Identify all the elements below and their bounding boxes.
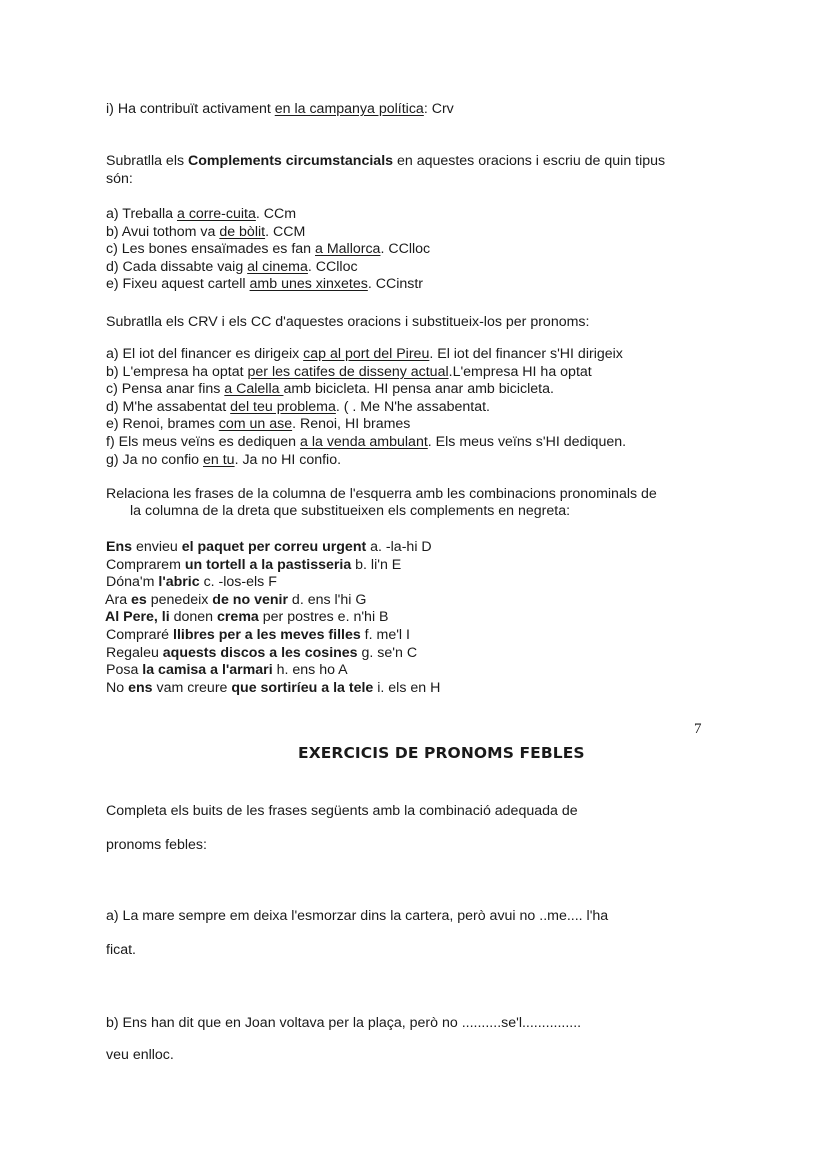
item-text: . CCinstr xyxy=(367,276,424,293)
underlined-complement: amb unes xinxetes xyxy=(249,276,368,293)
exercise-item xyxy=(106,434,626,451)
item-text: envieu xyxy=(132,539,182,555)
item-text: Dóna'm xyxy=(106,574,159,591)
item-text: . CClloc xyxy=(380,241,431,258)
line-text: i) Ha contribuït activament xyxy=(106,101,275,117)
exercise-item xyxy=(106,399,490,416)
underlined-complement: del teu problema xyxy=(230,398,336,415)
relaciona-item xyxy=(106,627,410,644)
item-text: penedeix xyxy=(146,591,213,608)
item-text: a) El iot del financer es dirigeix xyxy=(106,346,304,362)
exercise-item xyxy=(106,416,410,433)
item-text: a. -la-hi D xyxy=(366,539,432,555)
item-text: g. se'n C xyxy=(357,644,418,661)
item-text: per postres e. n'hi B xyxy=(258,609,389,626)
exercise-item xyxy=(106,259,358,276)
item-text: h. ens ho A xyxy=(272,662,348,679)
relaciona-item xyxy=(105,609,389,626)
bold-complement: un tortell a la pastisseria xyxy=(184,556,352,573)
cc-instruction-line2: són: xyxy=(106,171,133,187)
underlined-complement: al cinema xyxy=(247,258,308,275)
underlined-complement: en la campanya política xyxy=(274,101,424,117)
cc-instruction xyxy=(106,153,665,170)
bold-complement: Al Pere, li xyxy=(105,609,170,626)
page-number: 7 xyxy=(694,721,702,737)
item-text: .L'empresa HI ha optat xyxy=(448,363,592,380)
item-text: g) Ja no confio xyxy=(106,451,204,468)
instruction-text: en aquestes oracions i escriu de quin tipus xyxy=(393,153,666,169)
underlined-complement: cap al port del Pireu xyxy=(303,346,430,362)
item-text: donen xyxy=(169,609,218,626)
underlined-complement: en tu xyxy=(203,451,235,468)
relaciona-instruction-line2: la columna de la dreta que substitueixen els complements en negreta: xyxy=(130,503,571,519)
item-text: b. li'n E xyxy=(351,556,402,573)
exercise-item xyxy=(106,276,423,293)
exercise-item xyxy=(106,346,623,363)
instruction-bold: Complements circumstancials xyxy=(188,153,394,169)
item-text: e) Fixeu aquest cartell xyxy=(106,276,250,293)
section-heading: EXERCICIS DE PRONOMS FEBLES xyxy=(298,744,585,762)
underlined-complement: per les catifes de disseny actual xyxy=(247,363,449,380)
bold-complement: es xyxy=(131,591,147,608)
item-text: Regaleu xyxy=(106,644,163,661)
item-text: d) M'he assabentat xyxy=(106,398,231,415)
item-text: e) Renoi, brames xyxy=(106,416,219,433)
completa-instruction-line2: pronoms febles: xyxy=(106,837,207,853)
underlined-complement: a corre-cuita xyxy=(176,206,256,222)
item-text: b) Avui tothom va xyxy=(106,223,220,240)
exercise-b-line2: veu enlloc. xyxy=(106,1047,174,1063)
bold-complement: que sortiríeu a la tele xyxy=(231,679,374,696)
underlined-complement: com un ase xyxy=(218,416,293,433)
item-text: . CCm xyxy=(255,206,297,222)
relaciona-item xyxy=(106,557,401,574)
item-text: No xyxy=(106,679,129,696)
item-text: . El iot del financer s'HI dirigeix xyxy=(429,346,623,362)
underlined-complement: a la venda ambulant xyxy=(300,434,428,450)
relaciona-item xyxy=(106,574,277,591)
relaciona-item xyxy=(106,680,440,697)
exercise-line-i xyxy=(106,101,454,118)
item-text: c) Pensa anar fins xyxy=(106,381,225,398)
relaciona-item xyxy=(105,592,366,609)
bold-complement: ens xyxy=(128,679,153,696)
item-text: f. me'l I xyxy=(360,627,410,643)
item-text: c) Les bones ensaïmades es fan xyxy=(106,241,315,258)
item-text: vam creure xyxy=(152,679,232,696)
bold-complement: aquests discos a les cosines xyxy=(162,644,358,661)
exercise-a-line1: a) La mare sempre em deixa l'esmorzar dins la cartera, però avui no ..me.... l'ha xyxy=(106,908,609,924)
exercise-item xyxy=(106,224,305,241)
underlined-complement: a Mallorca xyxy=(315,241,381,258)
item-text: c. -los-els F xyxy=(199,574,277,591)
exercise-item xyxy=(106,452,341,469)
item-text: d) Cada dissabte vaig xyxy=(106,258,248,275)
exercise-item xyxy=(106,381,554,398)
item-text: . Ja no HI confio. xyxy=(234,451,342,468)
bold-complement: el paquet per correu urgent xyxy=(181,539,367,555)
item-text: a) Treballa xyxy=(106,206,177,222)
bold-complement: crema xyxy=(217,609,259,626)
item-text: f) Els meus veïns es dediquen xyxy=(106,434,300,450)
item-text: d. ens l'hi G xyxy=(287,591,367,608)
relaciona-item xyxy=(106,662,348,679)
item-text: amb bicicleta. HI pensa anar amb bicicleta. xyxy=(283,381,554,398)
item-text: . CClloc xyxy=(307,258,358,275)
item-text: . Renoi, HI brames xyxy=(292,416,411,433)
relaciona-item xyxy=(106,539,432,556)
exercise-item xyxy=(106,364,592,381)
bold-complement: l'abric xyxy=(158,574,200,591)
item-text: Comprarem xyxy=(106,556,185,573)
item-text: Compraré xyxy=(106,627,174,643)
underlined-complement: a Calella xyxy=(224,381,284,398)
exercise-item xyxy=(106,206,296,223)
item-text: i. els en H xyxy=(373,679,441,696)
item-text: . ( . Me N'he assabentat. xyxy=(335,398,490,415)
line-text: : Crv xyxy=(423,101,454,117)
underlined-complement: de bòlit xyxy=(219,223,266,240)
exercise-b-line1: b) Ens han dit que en Joan voltava per la plaça, però no ..........se'l............... xyxy=(106,1015,582,1031)
bold-complement: la camisa a l'armari xyxy=(142,662,273,679)
exercise-a-line2: ficat. xyxy=(106,942,136,958)
instruction-text: Subratlla els xyxy=(106,153,189,169)
item-text: . Els meus veïns s'HI dediquen. xyxy=(427,434,627,450)
exercise-item xyxy=(106,241,430,258)
item-text: b) L'empresa ha optat xyxy=(106,363,248,380)
crv-instruction: Subratlla els CRV i els CC d'aquestes oracions i substitueix-los per pronoms: xyxy=(106,314,590,330)
relaciona-item xyxy=(106,645,417,662)
bold-complement: de no venir xyxy=(212,591,288,608)
item-text: Posa xyxy=(106,662,143,679)
item-text: Ara xyxy=(105,591,132,608)
completa-instruction: Completa els buits de les frases següents amb la combinació adequada de xyxy=(106,803,578,819)
item-text: . CCM xyxy=(265,223,306,240)
relaciona-instruction: Relaciona les frases de la columna de l'esquerra amb les combinacions pronominals de xyxy=(106,486,657,502)
bold-complement: llibres per a les meves filles xyxy=(173,627,361,643)
bold-complement: Ens xyxy=(106,539,133,555)
